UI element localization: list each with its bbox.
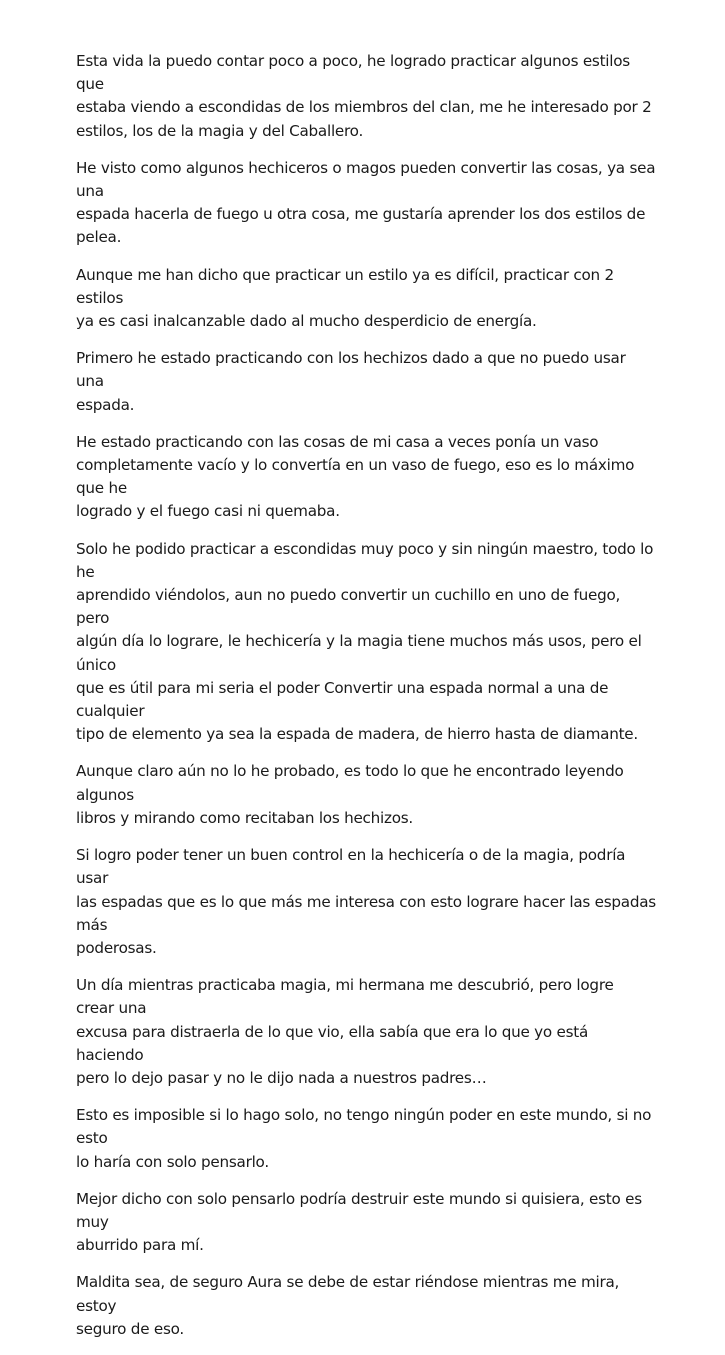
paragraph: He estado practicando con las cosas de mi casa a veces ponía un vaso completamente vacío y lo convertía en un vaso de fuego, eso es lo máximo que he logrado y el fuego casi ni quemaba. <box>76 432 635 521</box>
document-body <box>76 50 656 1355</box>
paragraph: Mejor dicho con solo pensarlo podría destruir este mundo si quisiera, esto es muy aburrido para mí. <box>76 1189 642 1255</box>
paragraph: Maldita sea, de seguro Aura se debe de estar riéndose mientras me mira, estoy seguro de eso. <box>76 1273 620 1338</box>
paragraph: Primero he estado practicando con los hechizos dado a que no puedo usar una espada. <box>76 349 626 414</box>
paragraph: Si logro poder tener un buen control en la hechicería o de la magia, podría usar las espadas que es lo que más me interesa con esto lograre hacer las espadas más poderosas. <box>76 846 656 957</box>
paragraph: He visto como algunos hechiceros o magos pueden convertir las cosas, ya sea una espada hacerla de fuego u otra cosa, me gustaría aprender los dos estilos de pelea. <box>76 158 656 247</box>
paragraph: Aunque me han dicho que practicar un estilo ya es difícil, practicar con 2 estilos ya es casi inalcanzable dado al mucho desperdicio de energía. <box>76 265 614 331</box>
paragraph: Esta vida la puedo contar poco a poco, he logrado practicar algunos estilos que estaba viendo a escondidas de los miembros del clan, me he interesado por 2 estilos, los de la magia y del Caballero. <box>76 52 652 140</box>
paragraph: Un día mientras practicaba magia, mi hermana me descubrió, pero logre crear una excusa para distraerla de lo que vio, ella sabía que era lo que yo está haciendo pero lo dejo pasar y no le dijo nada a nuestros padres… <box>76 976 614 1087</box>
paragraph: Aunque claro aún no lo he probado, es todo lo que he encontrado leyendo algunos libros y mirando como recitaban los hechizos. <box>76 762 624 827</box>
paragraph: Esto es imposible si lo hago solo, no tengo ningún poder en este mundo, si no esto lo haría con solo pensarlo. <box>76 1106 652 1171</box>
paragraph: Solo he podido practicar a escondidas muy poco y sin ningún maestro, todo lo he aprendido viéndolos, aun no puedo convertir un cuchillo en uno de fuego, pero algún día lo lograre, le hechicería y la magia tiene muchos más usos, pero el único que es útil para mi seria el poder Convertir una espada normal a una de cualquier tipo de elemento ya sea la espada de madera, de hierro hasta de diamante. <box>76 539 654 744</box>
